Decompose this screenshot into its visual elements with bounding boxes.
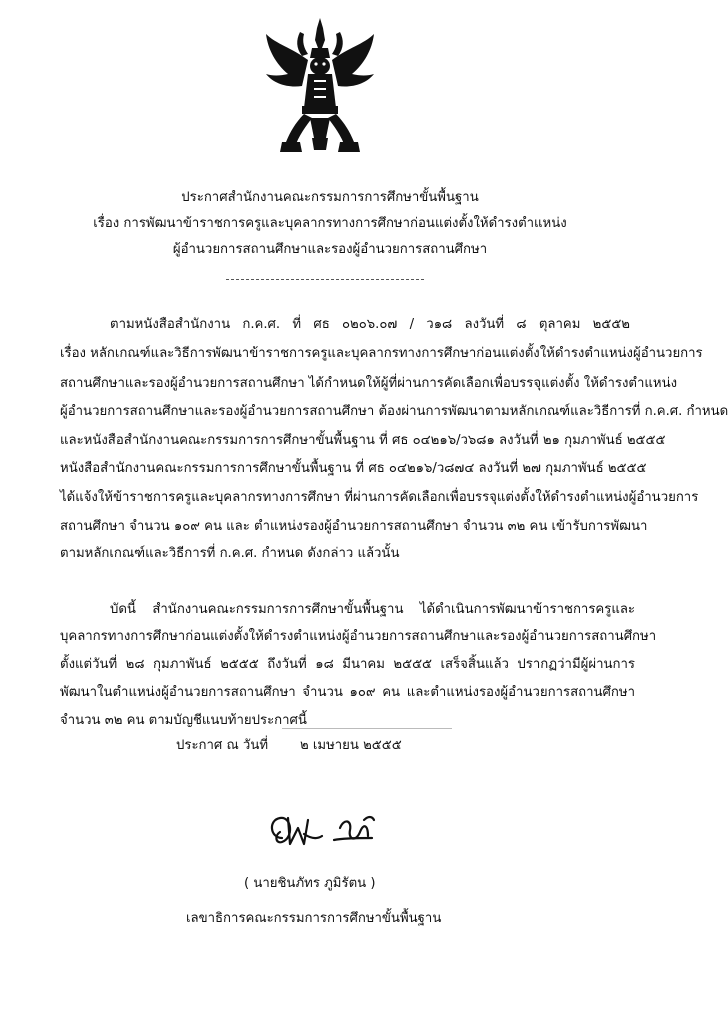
handwritten-signature <box>264 808 394 854</box>
paragraph-1-line: ได้แจ้งให้ข้าราชการครูและบุคลากรทางการศึกษา ที่ผ่านการคัดเลือกเพื่อบรรจุแต่งตั้งให้ดำรงตำแหน่งผู้อำนวยการ <box>60 490 699 505</box>
paragraph-1-line: ผู้อำนวยการสถานศึกษาและรองผู้อำนวยการสถานศึกษา ต้องผ่านการพัฒนาตามหลักเกณฑ์และวิธีการที่ ก.ค.ศ. กำหนด <box>60 404 728 419</box>
announcement-date: ๒ เมษายน ๒๕๕๕ <box>300 738 402 753</box>
signer-name: ( นายชินภัทร ภูมิรัตน ) <box>244 876 376 891</box>
paragraph-2-line: จำนวน ๓๒ คน ตามบัญชีแนบท้ายประกาศนี้ <box>60 713 307 728</box>
signer-title: เลขาธิการคณะกรรมการการศึกษาขั้นพื้นฐาน <box>186 911 442 926</box>
document-subject: เรื่อง การพัฒนาข้าราชการครูและบุคลากรทางการศึกษาก่อนแต่งตั้งให้ดำรงตำแหน่ง <box>93 216 567 231</box>
separator-line <box>226 279 424 280</box>
paragraph-1-line: สถานศึกษา จำนวน ๑๐๙ คน และ ตำแหน่งรองผู้อำนวยการสถานศึกษา จำนวน ๓๒ คน เข้ารับการพัฒนา <box>60 519 648 534</box>
paragraph-1-line: และหนังสือสำนักงานคณะกรรมการการศึกษาขั้นพื้นฐาน ที่ ศธ ๐๔๒๑๖/ว๖๘๑ ลงวันที่ ๒๑ กุมภาพันธ์ ๒๕๕๕ <box>60 433 666 448</box>
garuda-emblem-icon <box>262 18 378 158</box>
announced-on-label: ประกาศ ณ วันที่ <box>176 738 269 753</box>
paragraph-1-line: สถานศึกษาและรองผู้อำนวยการสถานศึกษา ได้กำหนดให้ผู้ที่ผ่านการคัดเลือกเพื่อบรรจุแต่งตั้ง ให้ดำรงตำแหน่ง <box>60 376 678 391</box>
paragraph-2-line: พัฒนาในตำแหน่งผู้อำนวยการสถานศึกษา จำนวน ๑๐๙ คน และตำแหน่งรองผู้อำนวยการสถานศึกษา <box>60 685 635 700</box>
paragraph-2-line: บุคลากรทางการศึกษาก่อนแต่งตั้งให้ดำรงตำแหน่งผู้อำนวยการสถานศึกษาและรองผู้อำนวยการสถานศึกษา <box>60 629 657 644</box>
document-title: ประกาศสำนักงานคณะกรรมการการศึกษาขั้นพื้นฐาน <box>181 190 479 205</box>
paragraph-1-line: ตามหนังสือสำนักงาน ก.ค.ศ. ที่ ศธ ๐๒๐๖.๐๗ / ว๑๘ ลงวันที่ ๘ ตุลาคม ๒๕๕๒ <box>110 317 630 332</box>
paragraph-1-line: เรื่อง หลักเกณฑ์และวิธีการพัฒนาข้าราชการครูและบุคลากรทางการศึกษาก่อนแต่งตั้งให้ดำรงตำแหน่งผู้อำนวยการ <box>60 346 703 361</box>
date-line <box>282 728 452 729</box>
paragraph-2-line: ตั้งแต่วันที่ ๒๘ กุมภาพันธ์ ๒๕๕๕ ถึงวันที่ ๑๘ มีนาคม ๒๕๕๕ เสร็จสิ้นแล้ว ปรากฏว่ามีผู้ผ่านการ <box>60 657 635 672</box>
document-subject-continued: ผู้อำนวยการสถานศึกษาและรองผู้อำนวยการสถานศึกษา <box>172 242 488 257</box>
paragraph-1-line: หนังสือสำนักงานคณะกรรมการการศึกษาขั้นพื้นฐาน ที่ ศธ ๐๔๒๑๖/ว๘๗๔ ลงวันที่ ๒๗ กุมภาพันธ์ ๒๕๕๕ <box>60 461 647 476</box>
paragraph-1-line: ตามหลักเกณฑ์และวิธีการที่ ก.ค.ศ. กำหนด ดังกล่าว แล้วนั้น <box>60 546 400 561</box>
paragraph-2-line: บัดนี้ สำนักงานคณะกรรมการการศึกษาขั้นพื้นฐาน ได้ดำเนินการพัฒนาข้าราชการครูและ <box>110 602 635 617</box>
